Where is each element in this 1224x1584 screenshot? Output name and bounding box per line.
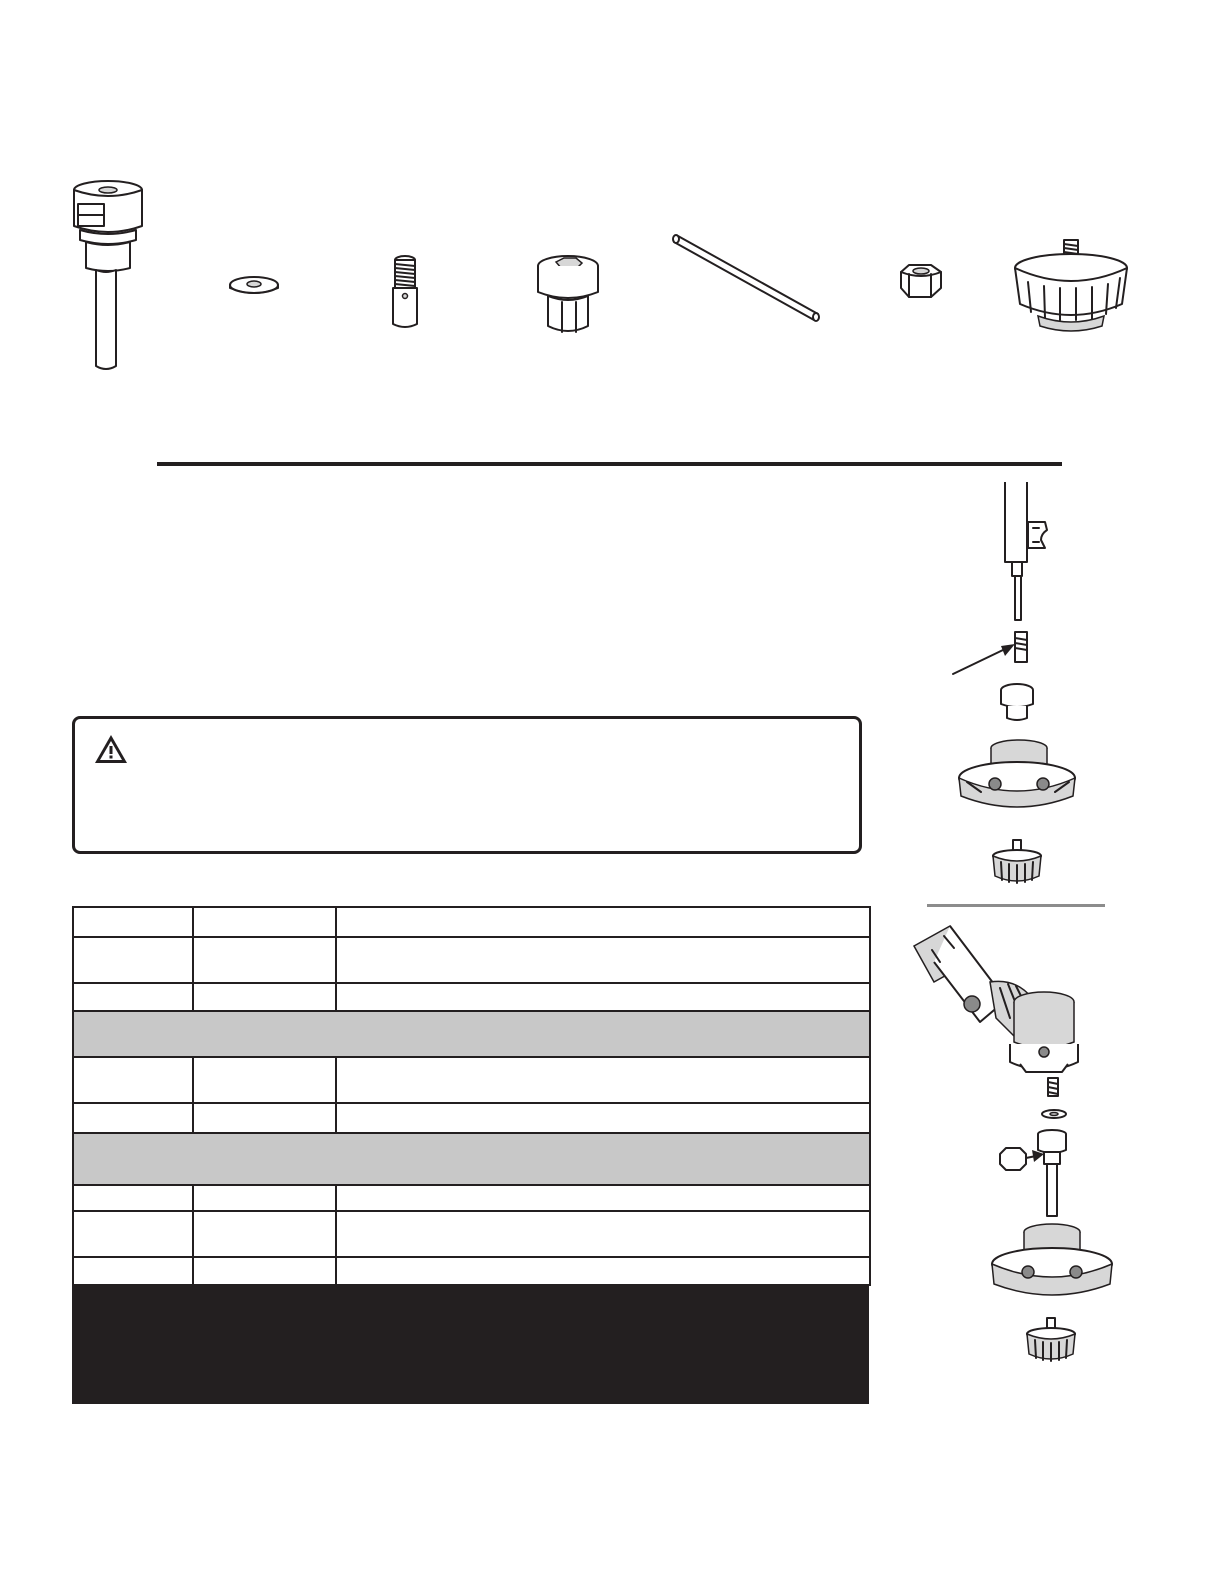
table-cell: [193, 1057, 336, 1103]
hex-adapter-illustration: [532, 252, 606, 336]
table-cell: [193, 1185, 336, 1211]
pin-rod-illustration: [668, 232, 828, 328]
table-section-row: [73, 1133, 870, 1185]
warning-box: [72, 716, 862, 854]
threaded-adapter-illustration: [388, 252, 422, 332]
table-cell: [73, 1257, 193, 1285]
table-row: [73, 1185, 870, 1211]
table-cell: [73, 1185, 193, 1211]
warning-triangle-icon: [93, 733, 129, 765]
diagram-divider: [927, 904, 1105, 907]
table-row: [73, 937, 870, 983]
table-cell: [73, 1057, 193, 1103]
table-row: [73, 1257, 870, 1285]
table-cell: [73, 983, 193, 1011]
table-cell: [73, 907, 193, 937]
table-cell: [193, 907, 336, 937]
bump-knob-illustration: [1000, 234, 1142, 334]
washer-illustration: [226, 274, 282, 300]
table-section-cell: [73, 1011, 870, 1057]
table-cell: [193, 1257, 336, 1285]
section-divider: [157, 462, 1062, 466]
assembly-diagram-top: [945, 478, 1095, 898]
assembly-diagram-bottom: [910, 922, 1120, 1372]
table-row: [73, 1211, 870, 1257]
table-section-cell: [73, 1133, 870, 1185]
table-row: [73, 983, 870, 1011]
hex-nut-illustration: [896, 262, 946, 302]
table-cell: [336, 937, 870, 983]
table-row: [73, 1103, 870, 1133]
table-cell: [336, 1211, 870, 1257]
spec-table: [72, 906, 871, 1286]
spool-shaft-adapter-illustration: [60, 178, 160, 378]
table-row: [73, 907, 870, 937]
table-cell: [73, 1103, 193, 1133]
table-cell: [73, 937, 193, 983]
table-cell: [336, 1257, 870, 1285]
table-cell: [336, 1185, 870, 1211]
table-row: [73, 1057, 870, 1103]
table-cell: [73, 1211, 193, 1257]
table-cell: [336, 983, 870, 1011]
table-cell: [336, 1057, 870, 1103]
table-cell: [336, 907, 870, 937]
dark-footer-block: [72, 1286, 869, 1404]
table-cell: [193, 937, 336, 983]
table-cell: [193, 1103, 336, 1133]
table-cell: [336, 1103, 870, 1133]
table-cell: [193, 983, 336, 1011]
table-section-row: [73, 1011, 870, 1057]
table-cell: [193, 1211, 336, 1257]
